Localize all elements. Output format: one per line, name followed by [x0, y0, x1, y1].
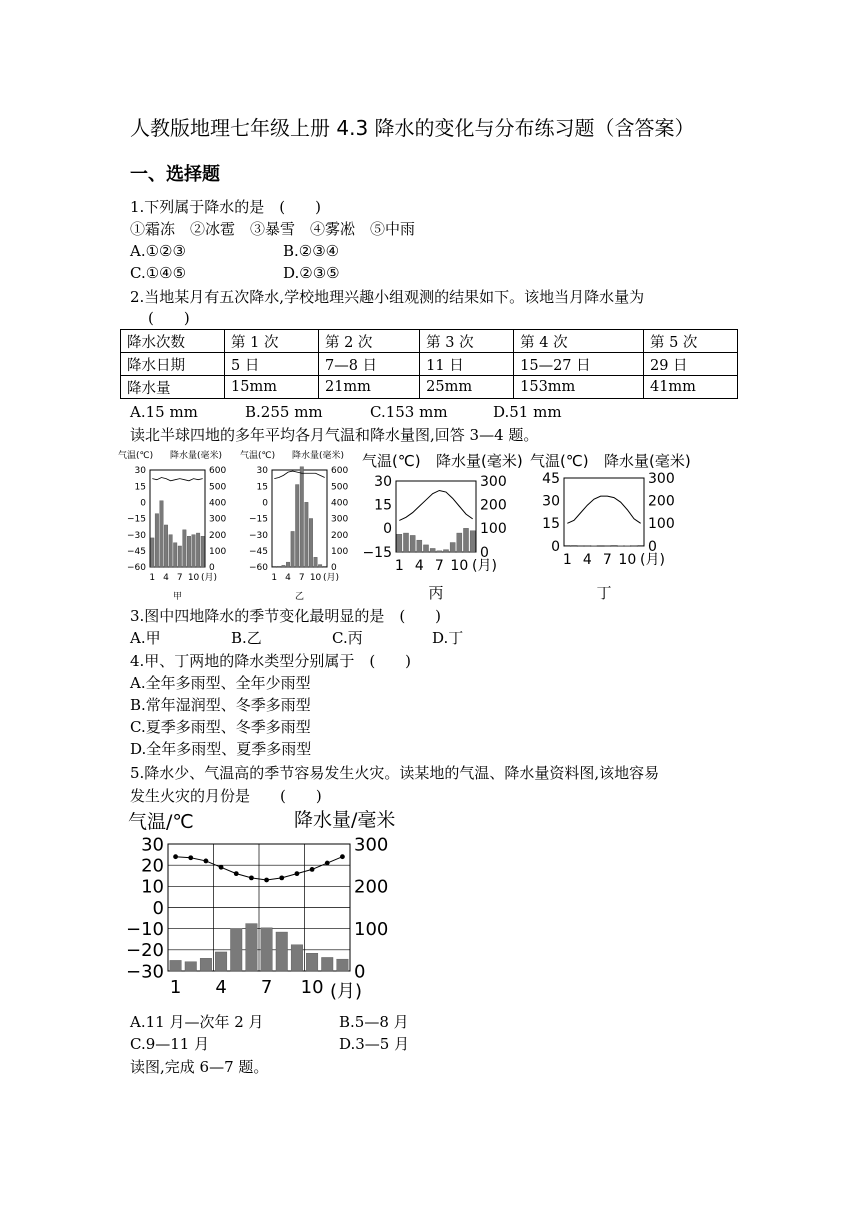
prec-tick-label: 200: [209, 530, 227, 541]
precipitation-bar: [291, 945, 303, 971]
precipitation-bar: [151, 538, 154, 567]
q1-stem: 1.下列属于降水的是 ( ): [130, 198, 322, 216]
temp-axis-title: 气温(℃): [362, 452, 421, 470]
temp-tick-label: 15: [542, 516, 560, 533]
temperature-line: [152, 478, 202, 481]
prec-tick-label: 0: [209, 563, 215, 574]
q1-option-b[interactable]: B.②③④: [283, 242, 340, 260]
chart-name-label: 乙: [294, 592, 305, 602]
prec-tick-label: 300: [209, 514, 227, 525]
prec-tick-label: 600: [209, 466, 227, 477]
temperature-point: [340, 854, 345, 859]
q1-items: ①霜冻 ②冰雹 ③暴雪 ④雾凇 ⑤中雨: [130, 220, 416, 238]
table-cell: 15—27 日: [514, 353, 644, 376]
precipitation-bar: [318, 565, 321, 567]
table-cell: 29 日: [643, 353, 737, 376]
temp-tick-label: −30: [249, 530, 268, 541]
month-tick-label: 10: [450, 558, 469, 574]
month-unit-label: (月): [640, 552, 665, 568]
temp-tick-label: 0: [140, 498, 146, 509]
precipitation-bar: [323, 566, 326, 567]
q1-option-d[interactable]: D.②③⑤: [283, 264, 340, 282]
q4-option-b[interactable]: B.常年湿润型、冬季多雨型: [130, 696, 311, 714]
month-tick-label: 1: [149, 573, 156, 583]
q4-stem: 4.甲、丁两地的降水类型分别属于 ( ): [130, 652, 412, 670]
q1-option-a[interactable]: A.①②③: [130, 242, 186, 260]
month-tick-label: 7: [176, 573, 183, 583]
precipitation-bar: [565, 545, 570, 546]
prec-tick-label: 300: [648, 470, 675, 487]
table-cell: 降水日期: [121, 353, 225, 376]
month-tick-label: 7: [298, 573, 305, 583]
q2-stem-bracket: ( ): [148, 309, 190, 327]
temp-tick-label: −20: [126, 940, 164, 962]
precipitation-bar: [164, 525, 167, 567]
temp-tick-label: −15: [362, 544, 392, 561]
precipitation-bar: [300, 467, 303, 567]
prec-axis-title: 降水量/毫米: [294, 809, 396, 831]
temperature-point: [279, 875, 284, 880]
precipitation-bar: [571, 545, 576, 546]
temperature-line: [274, 471, 324, 479]
temp-tick-label: 30: [141, 834, 164, 856]
temperature-line: [399, 490, 472, 520]
precipitation-bar: [638, 545, 643, 546]
table-cell: 第 5 次: [643, 330, 737, 353]
month-tick-label: 10: [618, 552, 637, 568]
prec-tick-label: 0: [354, 961, 366, 983]
prec-tick-label: 200: [648, 493, 675, 510]
precipitation-bar: [321, 957, 333, 971]
prec-tick-label: 300: [354, 834, 389, 856]
precipitation-bar: [286, 562, 289, 567]
temp-tick-label: −60: [249, 563, 268, 574]
month-tick-label: 4: [215, 977, 227, 998]
temp-tick-label: −45: [249, 546, 268, 557]
temperature-point: [295, 871, 300, 876]
precipitation-bar: [306, 953, 318, 971]
prec-axis-title: 降水量(毫米): [604, 452, 691, 470]
prec-tick-label: 100: [480, 521, 507, 538]
temp-tick-label: 0: [152, 897, 164, 919]
temp-tick-label: 45: [542, 470, 560, 487]
precipitation-bar: [457, 533, 462, 552]
page-title: 人教版地理七年级上册 4.3 降水的变化与分布练习题（含答案）: [130, 116, 695, 140]
temp-tick-label: 20: [141, 855, 164, 877]
precipitation-bar: [273, 566, 276, 567]
precipitation-bar: [423, 545, 428, 552]
temp-tick-label: 0: [383, 521, 392, 538]
month-unit-label: (月): [323, 573, 340, 583]
temperature-point: [249, 875, 254, 880]
q5-option-a[interactable]: A.11 月—次年 2 月: [130, 1013, 264, 1031]
table-cell: 降水量: [121, 376, 225, 399]
table-cell: 5 日: [225, 353, 319, 376]
temp-tick-label: 30: [542, 493, 560, 510]
temp-tick-label: 15: [134, 482, 146, 493]
table-row: [121, 330, 738, 353]
climate-chart-q5: [118, 804, 418, 1006]
climate-chart-yi: [240, 449, 348, 602]
precipitation-bar: [282, 565, 285, 567]
table-cell: 第 1 次: [225, 330, 319, 353]
temperature-point: [310, 867, 315, 872]
precipitation-bar: [295, 485, 298, 567]
month-unit-label: (月): [201, 573, 218, 583]
precipitation-bar: [246, 924, 258, 971]
four-climate-charts: [118, 446, 718, 604]
prec-tick-label: 0: [331, 563, 337, 574]
table-cell: 21mm: [318, 376, 419, 399]
chart-name-label: 丙: [428, 584, 444, 602]
table-cell: 第 2 次: [318, 330, 419, 353]
month-unit-label: (月): [330, 981, 363, 1002]
month-tick-label: 4: [285, 573, 291, 583]
temp-axis-title: 气温(℃): [530, 452, 589, 470]
precipitation-bar: [443, 550, 448, 552]
temp-tick-label: −30: [126, 961, 164, 983]
precipitation-bar: [337, 959, 349, 971]
month-tick-label: 10: [309, 573, 322, 583]
precipitation-bar: [200, 958, 212, 971]
temperature-point: [219, 865, 224, 870]
precipitation-bar: [201, 536, 204, 567]
temp-tick-label: −60: [127, 563, 146, 574]
q5-stem: 5.降水少、气温高的季节容易发生火灾。读某地的气温、降水量资料图,该地容易: [130, 764, 660, 782]
precipitation-bar: [463, 528, 468, 552]
climate-chart-ding: [530, 452, 691, 602]
precipitation-bar: [173, 543, 176, 567]
q2-option-b[interactable]: B.255 mm: [245, 403, 323, 421]
q4-option-c[interactable]: C.夏季多雨型、冬季多雨型: [130, 718, 311, 736]
temp-tick-label: −15: [249, 514, 268, 525]
precipitation-bar: [215, 952, 227, 971]
precipitation-bar: [403, 533, 408, 552]
q5-option-b[interactable]: B.5—8 月: [339, 1013, 409, 1031]
prec-tick-label: 200: [480, 497, 507, 514]
precipitation-table: [120, 329, 738, 399]
precipitation-bar: [276, 932, 288, 971]
precipitation-bar: [187, 536, 190, 567]
precipitation-bar: [291, 531, 294, 567]
temp-tick-label: 15: [374, 497, 392, 514]
q4-option-a[interactable]: A.全年多雨型、全年少雨型: [130, 674, 311, 692]
temperature-point: [264, 878, 269, 883]
table-row: [121, 376, 738, 399]
chart-name-label: 甲: [172, 592, 183, 602]
plot-frame: [564, 478, 644, 546]
precipitation-bar: [185, 962, 197, 971]
month-tick-label: 1: [394, 558, 404, 574]
precipitation-bar: [410, 535, 415, 552]
table-cell: 第 3 次: [420, 330, 514, 353]
precipitation-bar: [314, 557, 317, 567]
q3-option-a[interactable]: A.甲: [130, 629, 161, 647]
temperature-point: [325, 861, 330, 866]
q3-option-c[interactable]: C.丙: [332, 629, 363, 647]
table-cell: 15mm: [225, 376, 319, 399]
table-row: [121, 353, 738, 376]
prec-tick-label: 0: [648, 538, 657, 555]
prec-tick-label: 300: [480, 473, 507, 490]
prec-tick-label: 500: [209, 482, 227, 493]
temperature-point: [173, 854, 178, 859]
month-tick-label: 10: [300, 977, 324, 998]
precipitation-bar: [261, 928, 273, 971]
month-tick-label: 4: [163, 573, 169, 583]
table-cell: 153mm: [514, 376, 644, 399]
precipitation-bar: [437, 551, 442, 552]
precipitation-bar: [196, 533, 199, 567]
precipitation-bar: [417, 540, 422, 552]
q4-option-d[interactable]: D.全年多雨型、夏季多雨型: [130, 740, 312, 758]
q5-option-d[interactable]: D.3—5 月: [339, 1035, 410, 1053]
precipitation-bar: [450, 543, 455, 552]
temp-tick-label: 10: [141, 876, 164, 898]
precipitation-bar: [169, 535, 172, 567]
table-cell: 11 日: [420, 353, 514, 376]
temp-tick-label: −45: [127, 546, 146, 557]
table-cell: 降水次数: [121, 330, 225, 353]
precipitation-bar: [470, 531, 475, 552]
climate-chart-bing: [362, 452, 523, 602]
precipitation-bar: [430, 548, 435, 552]
temp-tick-label: −30: [127, 530, 146, 541]
month-tick-label: 10: [187, 573, 200, 583]
q2-option-a[interactable]: A.15 mm: [130, 403, 198, 421]
month-tick-label: 1: [271, 573, 278, 583]
temperature-point: [204, 859, 209, 864]
prec-axis-title: 降水量(毫米): [170, 451, 223, 461]
month-tick-label: 7: [260, 977, 273, 998]
precipitation-bar: [155, 514, 158, 567]
prec-tick-label: 300: [331, 514, 349, 525]
precipitation-bar: [170, 960, 182, 971]
q2-option-c[interactable]: C.153 mm: [370, 403, 448, 421]
q5-stem-2: 发生火灾的月份是 ( ): [130, 787, 322, 805]
temp-tick-label: 30: [374, 473, 392, 490]
month-tick-label: 1: [562, 552, 572, 568]
temp-tick-label: 0: [551, 538, 560, 555]
prec-tick-label: 400: [209, 498, 227, 509]
prec-tick-label: 400: [331, 498, 349, 509]
q3-stem: 3.图中四地降水的季节变化最明显的是 ( ): [130, 607, 442, 625]
precipitation-bar: [277, 566, 280, 567]
prec-tick-label: 0: [480, 544, 489, 561]
chart-name-label: 丁: [596, 584, 612, 602]
precipitation-bar: [309, 519, 312, 568]
precipitation-bar: [160, 501, 163, 567]
prec-tick-label: 600: [331, 466, 349, 477]
q3-option-d[interactable]: D.丁: [432, 629, 464, 647]
temp-tick-label: −10: [126, 918, 164, 940]
q2-option-d[interactable]: D.51 mm: [493, 403, 562, 421]
temp-axis-title: 气温(℃): [118, 451, 154, 461]
prec-axis-title: 降水量(毫米): [436, 452, 523, 470]
temp-tick-label: −15: [127, 514, 146, 525]
month-tick-label: 7: [434, 558, 444, 574]
temp-axis-title: 气温(℃): [240, 451, 276, 461]
month-tick-label: 4: [582, 552, 592, 568]
prec-tick-label: 200: [331, 530, 349, 541]
month-tick-label: 1: [169, 977, 182, 998]
intro-6-7: 读图,完成 6—7 题。: [130, 1058, 269, 1076]
precipitation-bar: [230, 929, 242, 971]
precipitation-bar: [192, 535, 195, 567]
temp-tick-label: 0: [262, 498, 268, 509]
climate-chart-q5-body: [126, 809, 395, 1002]
temp-tick-label: 30: [134, 466, 146, 477]
climate-chart-jia: [118, 449, 226, 602]
precipitation-bar: [178, 546, 181, 567]
prec-tick-label: 500: [331, 482, 349, 493]
precipitation-bar: [183, 530, 186, 567]
temperature-point: [188, 855, 193, 860]
prec-axis-title: 降水量(毫米): [292, 451, 345, 461]
table-cell: 7—8 日: [318, 353, 419, 376]
section-heading: 一、选择题: [130, 164, 220, 185]
q2-stem: 2.当地某月有五次降水,学校地理兴趣小组观测的结果如下。该地当月降水量为: [130, 288, 645, 306]
precipitation-bar: [611, 545, 616, 546]
month-unit-label: (月): [472, 558, 497, 574]
prec-tick-label: 100: [209, 546, 227, 557]
table-cell: 第 4 次: [514, 330, 644, 353]
q5-option-c[interactable]: C.9—11 月: [130, 1035, 210, 1053]
table-cell: 25mm: [420, 376, 514, 399]
temp-tick-label: 30: [256, 466, 268, 477]
precipitation-bar: [305, 502, 308, 567]
q3-option-b[interactable]: B.乙: [231, 629, 262, 647]
prec-tick-label: 100: [648, 516, 675, 533]
q1-option-c[interactable]: C.①④⑤: [130, 264, 187, 282]
month-tick-label: 7: [602, 552, 612, 568]
plot-frame: [272, 470, 327, 567]
prec-tick-label: 100: [354, 918, 389, 940]
prec-tick-label: 200: [354, 876, 389, 898]
table-cell: 41mm: [643, 376, 737, 399]
prec-tick-label: 100: [331, 546, 349, 557]
intro-3-4: 读北半球四地的多年平均各月气温和降水量图,回答 3—4 题。: [130, 426, 539, 444]
precipitation-bar: [397, 534, 402, 552]
temperature-line: [567, 496, 640, 523]
temperature-point: [234, 871, 239, 876]
temp-axis-title: 气温/℃: [128, 811, 194, 833]
month-tick-label: 4: [414, 558, 424, 574]
temp-tick-label: 15: [256, 482, 268, 493]
